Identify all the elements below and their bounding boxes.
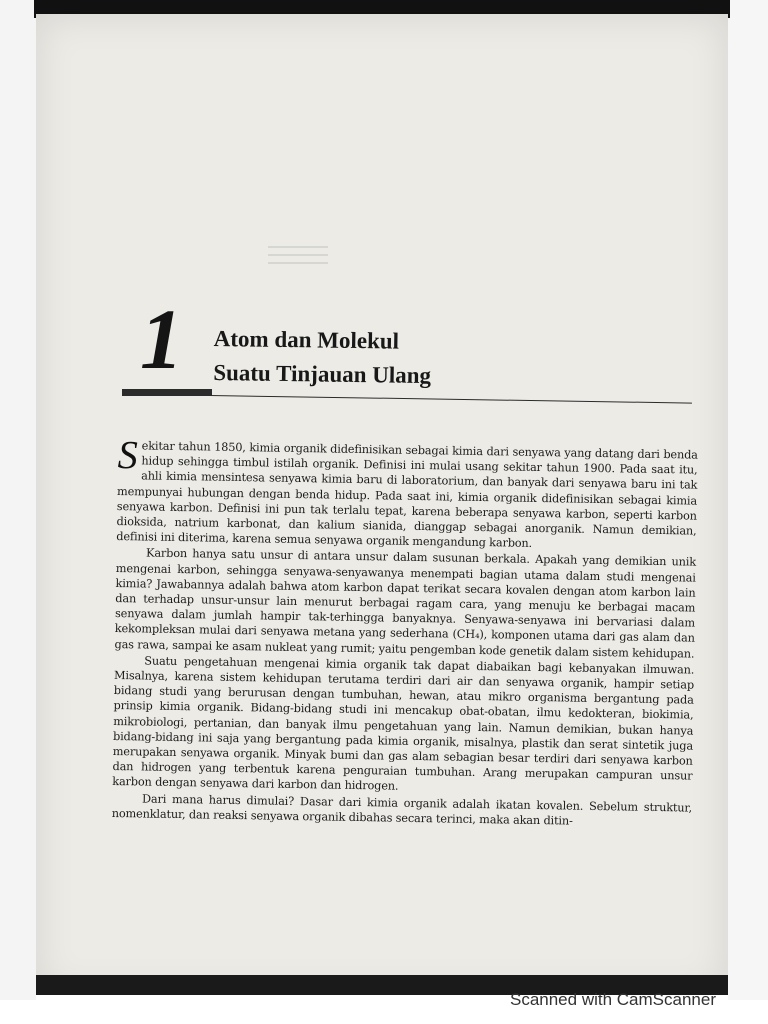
title-thick-rule [122,389,212,396]
drop-cap: S [117,432,138,478]
chapter-title-line-1: Atom dan Molekul [213,325,400,354]
paragraph-1-text: ekitar tahun 1850, kimia organik didefinisikan sebagai kimia dari senyawa yang datang dari benda hidup sehingga timbul istilah organik. Definisi ini mulai usang sekitar tahun 1900. Pada saat itu, ahli kimia mensintesa senyawa kimia baru di laboratorium, dan banyak dari senyawa baru ini tak mempunyai hubungan dengan benda hidup. Pada saat ini, kimia organik didefinisikan sebagai kimia senyawa karbon. Definisi ini pun tak terlalu tepat, karena beberapa senyawa karbon, seperti karbon dioksida, natrium karbonat, dan kalium sianida, dianggap sebagai anorganik. Namun demikian, definisi ini diterima, karena semua senyawa organik mengandung karbon. [116,439,698,551]
chapter-number: 1 [140,291,183,387]
paragraph-4: Dari mana harus dimulai? Dasar dari kimia organik adalah ikatan kovalen. Sebelum struktur, nomenklatur, dan reaksi senyawa organik dibahas secara terinci, maka akan ditin- [111,792,693,828]
chapter-title [213,322,432,393]
paragraph-1 [116,432,698,554]
scan-background-right [728,0,768,1000]
camscanner-watermark: Scanned with CamScanner [509,990,716,1009]
scan-background-left [0,0,36,1000]
paragraph-2: Karbon hanya satu unsur di antara unsur dalam susunan berkala. Apakah yang demikian unik mengenai karbon, sehingga senyawa-senyawanya menempati bagian utama dalam studi mengenai kimia? Jawabannya adalah bahwa atom karbon dapat terikat secara kovalen dengan atom karbon lain dan terhadap unsur-unsur lain menurut berbagai ragam cara, yang menuju ke berbagai macam senyawa dalam jumlah hampir tak-terhingga banyaknya. Senyawa-senyawa ini bervariasi dalam kekompleksan mulai dari senyawa metana yang sederhana (CH₄), komponen utama dari gas alam dan gas rawa, sampai ke asam nukleat yang rumit; yaitu pengemban kode genetik dalam sistem kehidupan. [114,546,697,661]
body-text [111,432,698,832]
faint-bleed-marks [268,240,328,270]
paragraph-3: Suatu pengetahuan mengenai kimia organik tak dapat diabaikan bagi kebanyakan ilmuwan. Misalnya, karena sistem kehidupan terutama terdiri dari air dan senyawa organik, hampir setiap bidang studi yang berurusan dengan tumbuhan, hewan, atau mikro organisma bergantung pada prinsip kimia organik. Bidang-bidang studi ini mencakup obat-obatan, ilmu kedokteran, biokimia, mikrobiologi, pertanian, dan banyak ilmu pengetahuan yang lain. Namun demikian, bukan hanya bidang-bidang ini saja yang bergantung pada kimia organik, misalnya, plastik dan serat sintetik juga merupakan senyawa organik. Minyak bumi dan gas alam sebagian besar terdiri dari senyawa karbon dan hidrogen yang terbentuk karena penguraian tumbuhan. Arang merupakan campuran unsur karbon dengan senyawa dari karbon dan hidrogen. [112,654,695,794]
chapter-title-line-2: Suatu Tinjauan Ulang [213,359,432,389]
